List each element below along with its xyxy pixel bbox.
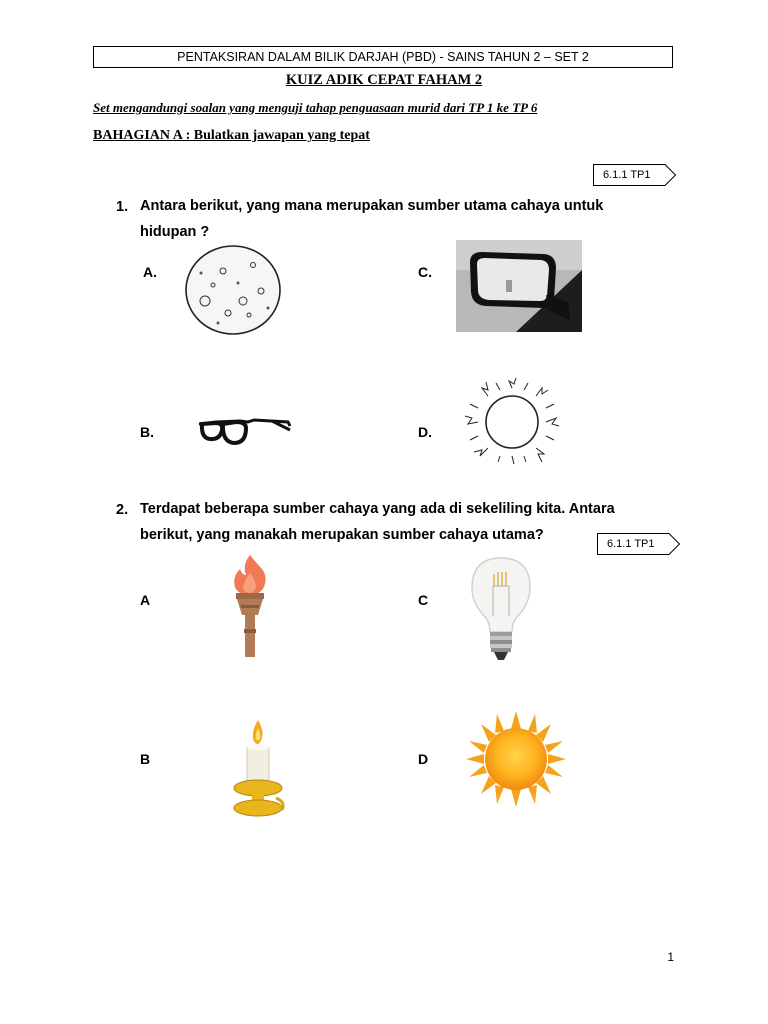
question-1-option-d[interactable]: D. [418, 424, 432, 440]
question-2-line-1: Terdapat beberapa sumber cahaya yang ada di sekeliling kita. Antara [140, 501, 615, 517]
sun-icon[interactable] [466, 711, 566, 807]
sun-sketch-icon[interactable] [464, 378, 560, 464]
question-2-tag [597, 533, 681, 555]
torch-icon[interactable] [228, 553, 272, 659]
question-1-line-2: hidupan ? [140, 224, 210, 240]
header-box: PENTAKSIRAN DALAM BILIK DARJAH (PBD) - SAINS TAHUN 2 – SET 2 [93, 46, 673, 68]
question-2-option-d[interactable]: D [418, 751, 429, 767]
question-1-tag [593, 164, 677, 186]
question-2-tag-label: 6.1.1 TP1 [607, 538, 655, 550]
candle-icon[interactable] [228, 716, 288, 820]
section-heading: BAHAGIAN A : Bulatkan jawapan yang tepat [93, 128, 370, 143]
question-1-option-a[interactable]: A. [143, 264, 157, 280]
question-1-option-c[interactable]: C. [418, 264, 432, 280]
quiz-subtitle: Set mengandungi soalan yang menguji tahap penguasaan murid dari TP 1 ke TP 6 [93, 100, 538, 115]
question-1-line-1: Antara berikut, yang mana merupakan sumber utama cahaya untuk [140, 198, 604, 214]
light-bulb-icon[interactable] [468, 556, 534, 664]
question-1-number: 1. [116, 199, 129, 215]
quiz-title: KUIZ ADIK CEPAT FAHAM 2 [285, 72, 483, 88]
question-2-option-b[interactable]: B [140, 751, 151, 767]
glasses-icon[interactable] [196, 408, 292, 452]
question-2-number: 2. [116, 502, 129, 518]
question-2-option-a[interactable]: A [140, 592, 151, 608]
question-1-tag-label: 6.1.1 TP1 [603, 169, 651, 181]
question-2-line-2: berikut, yang manakah merupakan sumber cahaya utama? [140, 527, 544, 543]
page-number: 1 [667, 950, 674, 964]
moon-icon[interactable] [183, 243, 283, 337]
question-1-option-b[interactable]: B. [140, 424, 154, 440]
car-mirror-icon[interactable] [456, 240, 582, 332]
question-2-option-c[interactable]: C [418, 592, 429, 608]
